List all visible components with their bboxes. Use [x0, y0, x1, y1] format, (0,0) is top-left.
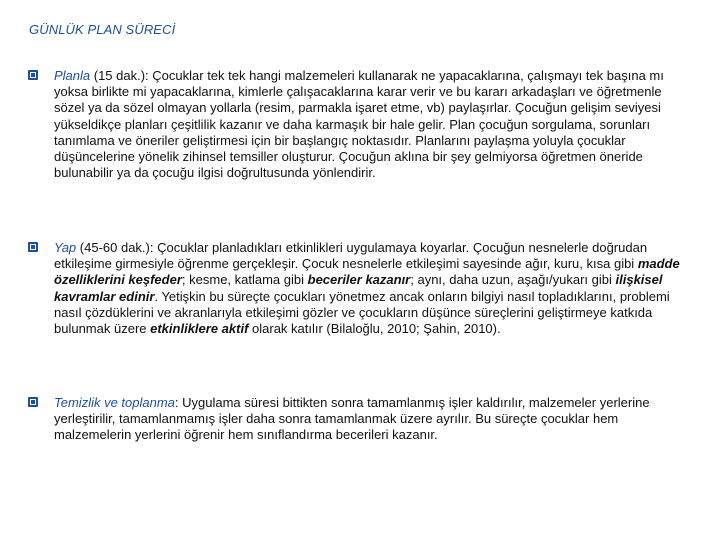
body-yap-1: Çocuklar planladıkları etkinlikleri uygulamaya koyarlar. Çocuğun nesnelerle doğrudan etkileşime girmesiyle öğrenme gerçekleşir. Çocuk nesnelerle etkileşimi sayesinde ağır, kuru, kısa gibi [54, 240, 648, 272]
body-temizlik: Uygulama süresi bittikten sonra tamamlanmış işler kaldırılır, malzemeler yerlerine yerleştirilir, tamamlanmamış işler daha sonra tamamlanmak üzere ayrılır. Bu süreçte çocuklar hem malzemelerin yerlerini öğrenir hem sınıflandırma becerileri kazanır. [54, 395, 650, 443]
body-yap-4: . Yetişkin bu süreçte çocukları yönetmez ancak onların bilgiyi nasıl topladıklarını, problemi nasıl çözdüklerini ve akranlarıyla etkileşimi gözler ve çocukların düşünce süreçlerini geliştirmeye katkıda bulunmak üzere [54, 288, 670, 337]
body-yap-3: ; aynı, daha uzun, aşağı/yukarı gibi [410, 272, 616, 288]
section-temizlik [28, 395, 688, 444]
duration-planla: (15 dak.): [90, 68, 153, 83]
section-yap-text [54, 240, 688, 337]
term-yap: Yap [54, 240, 77, 255]
duration-yap: (45-60 dak.): [76, 240, 158, 255]
term-temizlik: Temizlik ve toplanma [54, 395, 175, 410]
emphasis-etkinliklere-aktif: etkinliklere aktif [150, 321, 249, 337]
checkbox-bullet-icon [28, 242, 38, 252]
emphasis-iliskisel-kavramlar: ilişkisel kavramlar edinir [54, 272, 663, 304]
section-yap [28, 240, 688, 337]
term-planla: Planla [54, 68, 91, 83]
body-yap-5: olarak katılır (Bilaloğlu, 2010; Şahin, 2010). [248, 321, 501, 337]
checkbox-bullet-icon [28, 397, 38, 407]
page-title: GÜNLÜK PLAN SÜRECİ [29, 22, 176, 37]
section-planla-text [54, 68, 688, 181]
section-planla [28, 68, 688, 181]
emphasis-beceriler: beceriler kazanır [307, 272, 411, 288]
body-planla: Çocuklar tek tek hangi malzemeleri kullanarak ne yapacaklarına, çalışmayı tek başına mı yoksa birlikte mi yapacaklarına, kimlerle çalışacaklarına karar verir ve bu kararı arkadaşları ve öğretmenle sözel ya da sözel olmayan yollarla (resim, parmakla işaret etme, vb) paylaşırlar. Çocuğun gelişim seviyesi yükseldikçe planları çeşitlilik kazanır ve daha karmaşık bir hale gelir. Plan çocuğun sorgulama, sorunları tanımlama ve öneriler geliştirmesi için bir başlangıç noktasıdır. Planlarını paylaşma yoluyla çocuklar düşüncelerine yönelik zihinsel temsiller oluşturur. Çocuğun aklına bir şey gelmiyorsa öğretmen öneride bulunabilir ya da çocuğu ilgisi doğrultusunda yönlendirir. [54, 68, 664, 181]
body-yap-2: ; kesme, katlama gibi [181, 272, 308, 288]
checkbox-bullet-icon [28, 70, 38, 80]
emphasis-madde-ozellikleri: madde özelliklerini keşfeder [54, 256, 680, 288]
separator-temizlik: : [174, 395, 183, 410]
section-temizlik-text [54, 395, 688, 444]
